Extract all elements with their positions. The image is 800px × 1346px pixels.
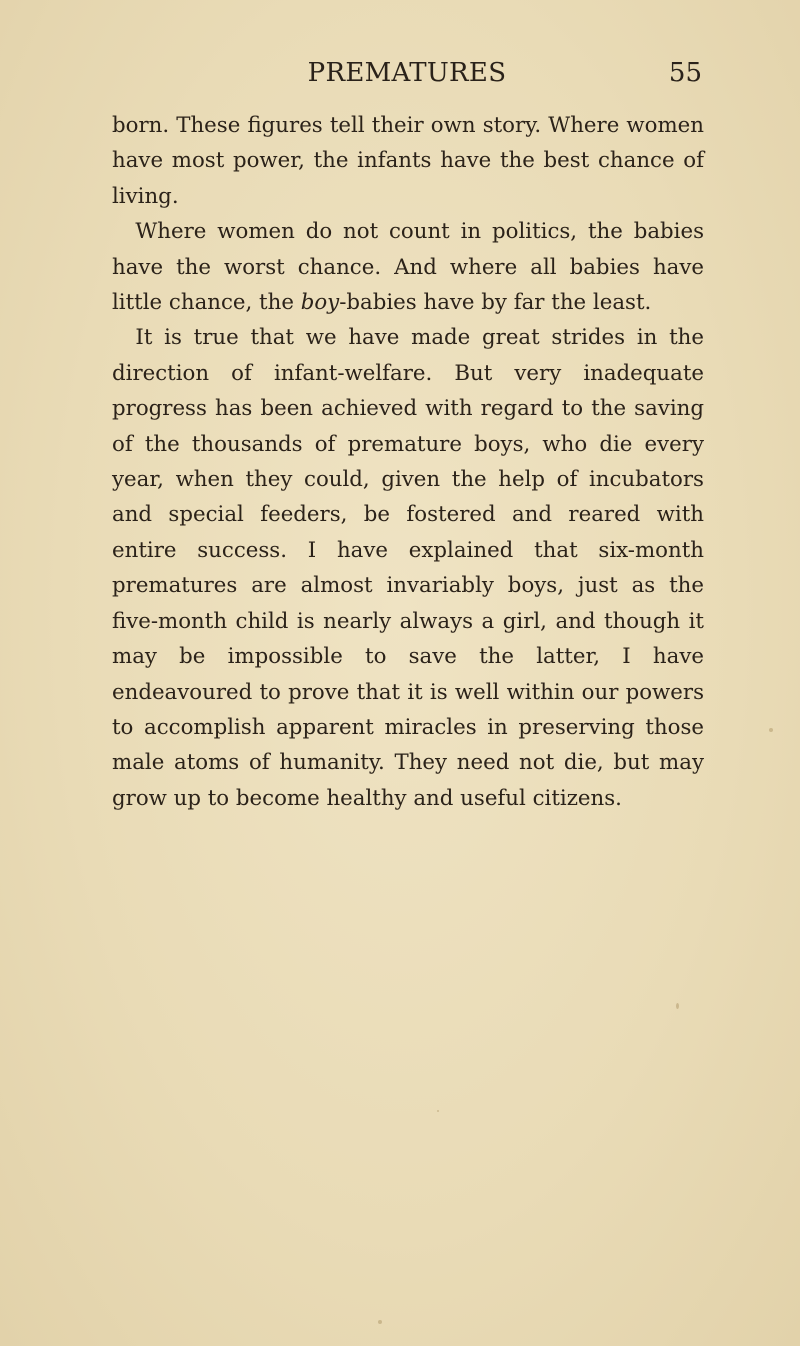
paragraph-2 <box>112 214 704 320</box>
body-text <box>112 108 704 816</box>
page-number: 55 <box>668 58 702 88</box>
paragraph-1 <box>112 108 704 214</box>
paragraph-text: -babies have by far the least. <box>339 290 652 316</box>
emphasized-word: boy <box>300 290 340 316</box>
paper-speck <box>769 728 773 732</box>
paragraph-text: born. These figures tell their own story. Where women have most power, the infants have the best chance of living. <box>112 113 704 209</box>
page-header <box>112 58 702 98</box>
running-title: PREMATURES <box>307 58 507 88</box>
paper-speck <box>437 1110 439 1112</box>
paragraph-3 <box>112 320 704 816</box>
paper-speck <box>676 1003 679 1009</box>
paragraph-text: It is true that we have made great strides in the direction of infant-welfare. But very inadequate progress has been achieved with regard to the saving of the thousands of premature boys, who die every year, when they could, given the help of incubators and special feeders, be fostered and reared with entire success. I have explained that six-month prematures are almost invariably boys, just as the five-month child is nearly always a girl, and though it may be impossible to save the latter, I have endeavoured to prove that it is well within our powers to accomplish apparent miracles in preserving those male atoms of humanity. They need not die, but may grow up to become healthy and useful citizens. <box>112 325 704 811</box>
paper-speck <box>378 1320 382 1324</box>
paragraph-text: Where women do not count in politics, the babies have the worst chance. And where all babies have little chance, the <box>112 219 704 316</box>
